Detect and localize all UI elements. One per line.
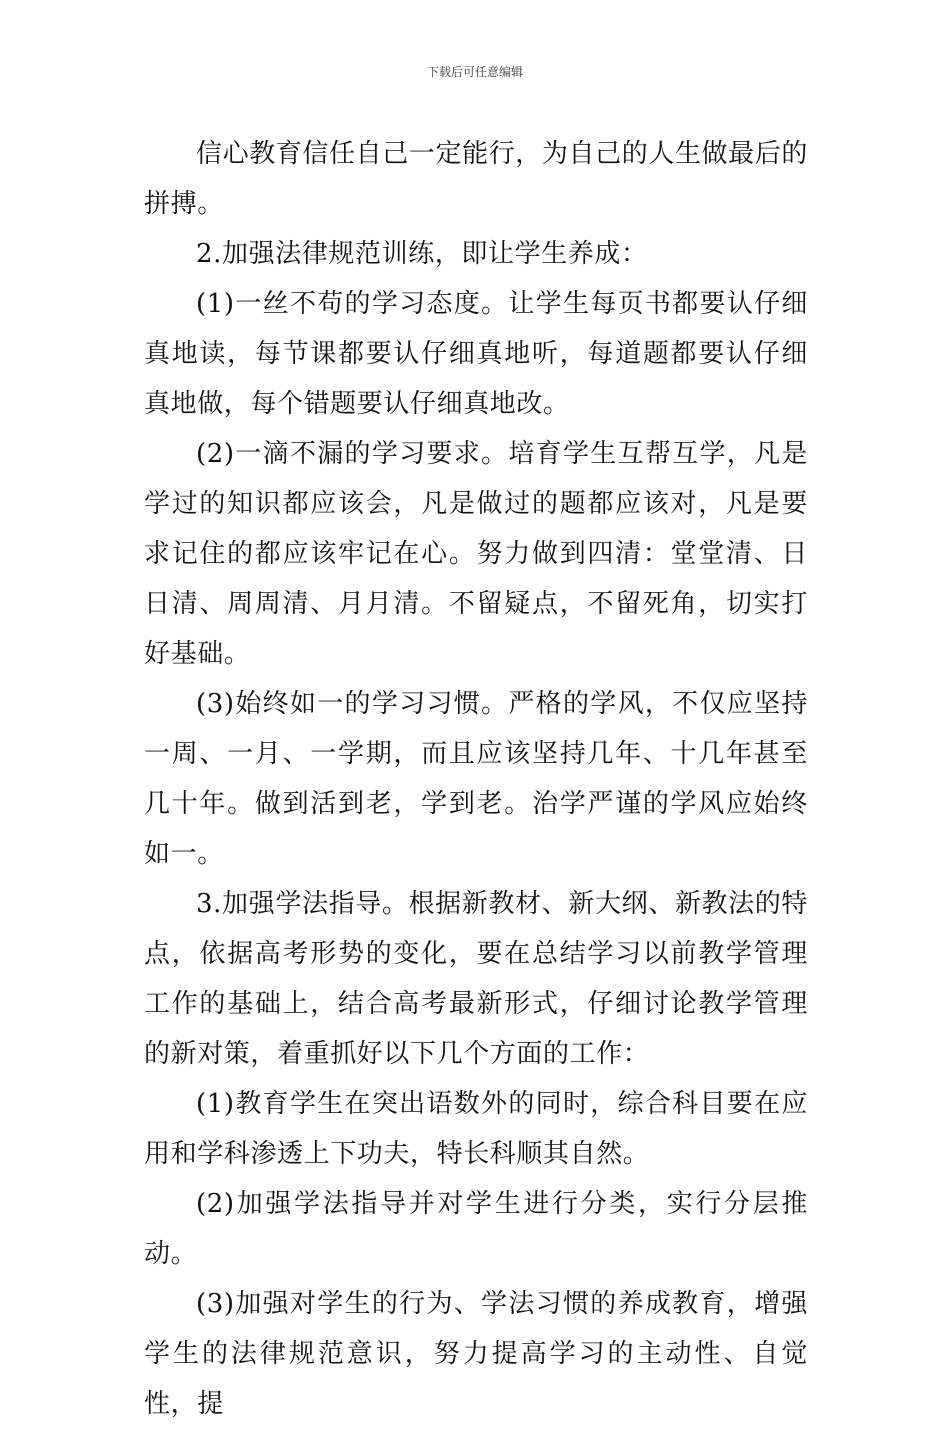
page-header: 下载后可任意编辑 bbox=[426, 65, 523, 79]
paragraph: (1)一丝不苟的学习态度。让学生每页书都要认仔细真地读，每节课都要认仔细真地听，每道题都要认仔细真地做，每个错题要认仔细真地改。 bbox=[144, 289, 808, 419]
paragraph: (1)教育学生在突出语数外的同时，综合科目要在应用和学科渗透上下功夫，特长科顺其自然。 bbox=[144, 1089, 808, 1169]
document-body bbox=[144, 129, 808, 1429]
paragraph: (2)加强学法指导并对学生进行分类，实行分层推动。 bbox=[144, 1189, 808, 1269]
paragraph: 3.加强学法指导。根据新教材、新大纲、新教法的特点，依据高考形势的变化，要在总结学习以前教学管理工作的基础上，结合高考最新形式，仔细讨论教学管理的新对策，着重抓好以下几个方面的工作： bbox=[144, 889, 808, 1069]
paragraph: (2)一滴不漏的学习要求。培育学生互帮互学，凡是学过的知识都应该会，凡是做过的题都应该对，凡是要求记住的都应该牢记在心。努力做到四清：堂堂清、日日清、周周清、月月清。不留疑点，不留死角，切实打好基础。 bbox=[144, 439, 808, 669]
paragraph: 2.加强法律规范训练，即让学生养成： bbox=[196, 239, 648, 269]
paragraph: 信心教育信任自己一定能行，为自己的人生做最后的拼搏。 bbox=[144, 139, 808, 219]
paragraph: (3)始终如一的学习习惯。严格的学风，不仅应坚持一周、一月、一学期，而且应该坚持几年、十几年甚至几十年。做到活到老，学到老。治学严谨的学风应始终如一。 bbox=[144, 689, 808, 869]
paragraph: (3)加强对学生的行为、学法习惯的养成教育，增强学生的法律规范意识，努力提高学习的主动性、自觉性，提 bbox=[144, 1289, 808, 1419]
